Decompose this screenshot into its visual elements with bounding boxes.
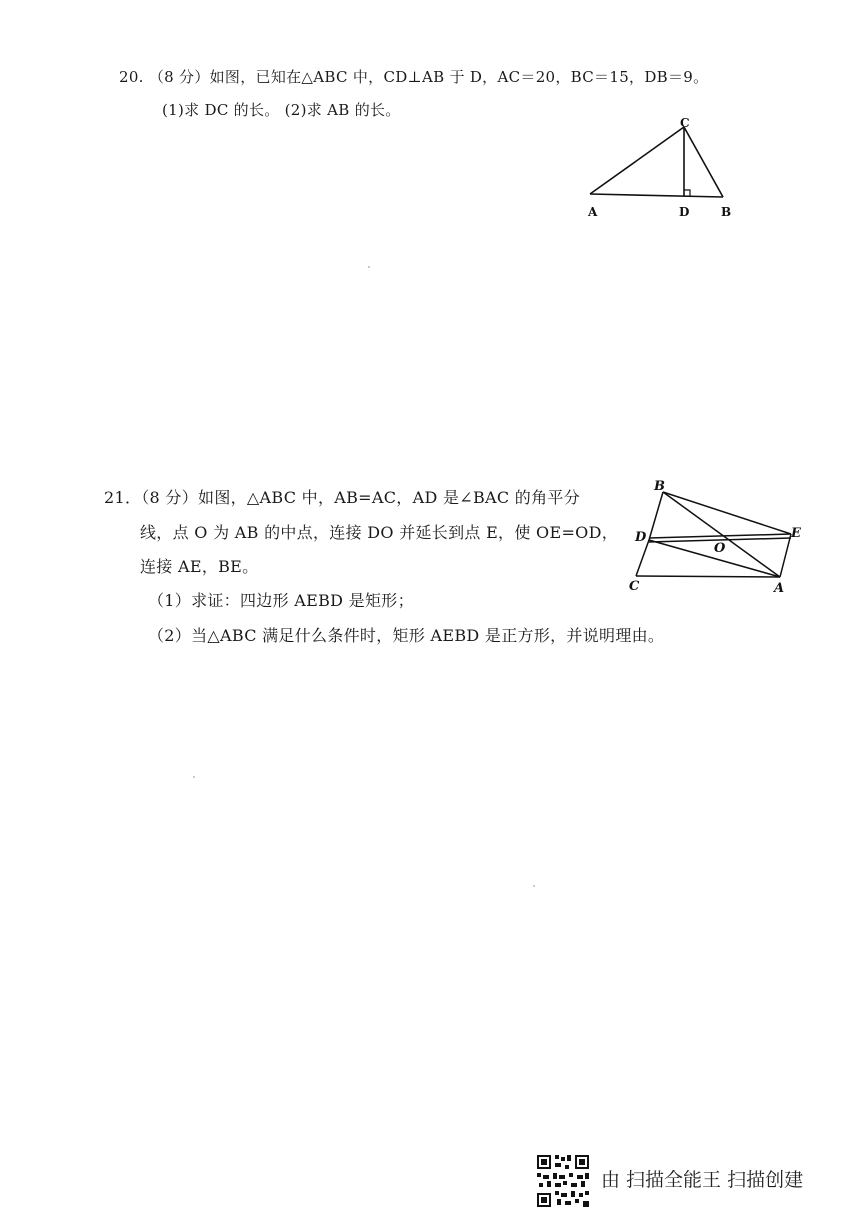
q21-figure (626, 480, 816, 600)
q21-part1: （1）求证：四边形 AEBD 是矩形； (148, 591, 414, 610)
q20-label-c: C (680, 116, 690, 130)
q20-subquestions: (1)求 DC 的长。 (2)求 AB 的长。 (162, 101, 401, 119)
q20-side-ac (590, 127, 684, 194)
q20-side-bc (684, 127, 723, 197)
q21-label-e: E (791, 526, 801, 541)
q21-label-o: O (714, 541, 726, 556)
scan-speck (193, 776, 195, 778)
q20-label-b: B (721, 205, 732, 219)
q21-label-c: C (629, 579, 640, 594)
q20-figure (580, 115, 740, 225)
q21-stem-line2: 线，点 O 为 AB 的中点，连接 DO 并延长到点 E，使 OE=OD， (140, 523, 618, 542)
q20-stem: 20. （8 分）如图，已知在△ABC 中，CD⊥AB 于 D，AC＝20，BC＝15，DB＝9。 (119, 68, 709, 86)
q21-segment-be (663, 492, 791, 534)
q21-segment-de-upper (649, 534, 791, 538)
watermark-text: 由 扫描全能王 扫描创建 (601, 1169, 804, 1191)
q20-label-d: D (679, 205, 690, 219)
q20-label-a: A (588, 205, 598, 219)
q21-segment-bd (649, 492, 663, 540)
q21-segment-ea (780, 534, 791, 577)
q21-label-d: D (635, 530, 647, 545)
q21-label-b: B (654, 479, 665, 494)
scan-speck (533, 885, 535, 887)
scan-speck (368, 266, 370, 268)
q21-label-a: A (774, 581, 785, 596)
qr-code-icon (535, 1153, 591, 1209)
scanner-watermark (535, 1151, 845, 1211)
q21-stem-line1: 21．（8 分）如图，△ABC 中，AB=AC，AD 是∠BAC 的角平分 (104, 488, 580, 507)
q20-side-ab (590, 194, 723, 197)
q21-part2: （2）当△ABC 满足什么条件时，矩形 AEBD 是正方形，并说明理由。 (148, 626, 665, 645)
q21-stem-line3: 连接 AE，BE。 (140, 557, 259, 576)
q21-segment-ca (636, 576, 780, 577)
q20-right-angle-mark (684, 190, 690, 196)
q21-segment-dc (636, 540, 649, 576)
